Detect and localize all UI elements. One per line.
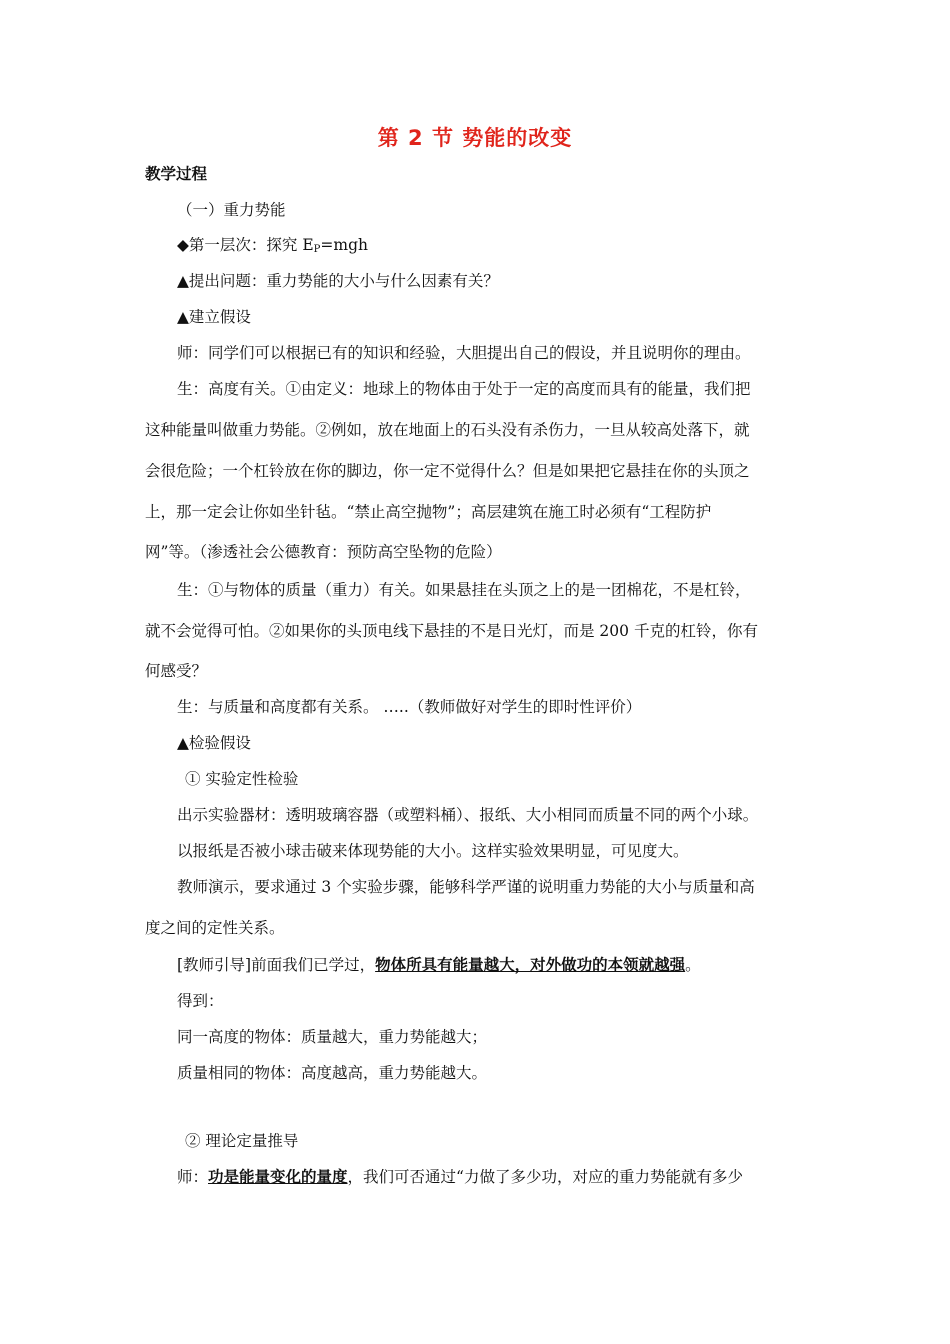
result-line: 同一高度的物体：质量越大，重力势能越大； bbox=[177, 1028, 488, 1046]
verify-heading: ▲检验假设 bbox=[177, 734, 251, 752]
guide-prefix: [教师引导]前面我们已学过， bbox=[177, 956, 376, 974]
student-paragraph-line: 何感受？ bbox=[145, 662, 208, 680]
materials-line: 出示实验器材：透明玻璃容器（或塑料桶）、报纸、大小相同而质量不同的两个小球。 bbox=[177, 806, 759, 824]
demo-line: 教师演示，要求通过 3 个实验步骤，能够科学严谨的说明重力势能的大小与质量和高 bbox=[177, 878, 755, 896]
experiment-one-title: ① 实验定性检验 bbox=[185, 770, 299, 788]
teacher-paragraph: 师：同学们可以根据已有的知识和经验，大胆提出自己的假设，并且说明你的理由。 bbox=[177, 344, 751, 362]
student-paragraph: 生：与质量和高度都有关系。 …..（教师做好对学生的即时性评价） bbox=[177, 698, 642, 716]
section-heading: 教学过程 bbox=[145, 165, 208, 183]
student-paragraph-line: 上，那一定会让你如坐针毡。“禁止高空抛物”；高层建筑在施工时必须有“工程防护 bbox=[145, 503, 712, 521]
student-paragraph-line: 就不会觉得可怕。②如果你的头顶电线下悬挂的不是日光灯，而是 200 千克的杠铃，你有 bbox=[145, 622, 758, 640]
student-paragraph-line: 网”等。（渗透社会公德教育：预防高空坠物的危险） bbox=[145, 543, 502, 561]
demo-line: 度之间的定性关系。 bbox=[145, 919, 285, 937]
teacher-emphasis: 功是能量变化的量度 bbox=[208, 1168, 348, 1186]
guide-line bbox=[177, 955, 701, 975]
student-paragraph-line: 这种能量叫做重力势能。②例如，放在地面上的石头没有杀伤力，一旦从较高处落下，就 bbox=[145, 421, 750, 439]
level-one-suffix: =mgh bbox=[320, 236, 368, 254]
student-paragraph-line: 会很危险；一个杠铃放在你的脚边，你一定不觉得什么？但是如果把它悬挂在你的头顶之 bbox=[145, 462, 750, 480]
guide-emphasis: 物体所具有能量越大，对外做功的本领就越强 bbox=[375, 956, 686, 974]
teacher-suffix: ，我们可否通过“力做了多少功，对应的重力势能就有多少 bbox=[347, 1168, 743, 1186]
result-line: 质量相同的物体：高度越高，重力势能越大。 bbox=[177, 1064, 488, 1082]
teacher-prefix: 师： bbox=[177, 1168, 209, 1186]
student-paragraph-line: 生：①与物体的质量（重力）有关。如果悬挂在头顶之上的是一团棉花，不是杠铃， bbox=[177, 581, 751, 599]
level-one-line bbox=[177, 235, 368, 260]
page-title: 第 2 节 势能的改变 bbox=[377, 126, 573, 150]
result-intro: 得到： bbox=[177, 992, 224, 1010]
teacher-line bbox=[177, 1167, 743, 1187]
level-one-subscript: P bbox=[313, 244, 321, 255]
hypothesis-heading: ▲建立假设 bbox=[177, 308, 251, 326]
student-paragraph-line: 生：高度有关。①由定义：地球上的物体由于处于一定的高度而具有的能量，我们把 bbox=[177, 380, 751, 398]
level-one-prefix: ◆第一层次：探究 E bbox=[177, 236, 314, 254]
experiment-two-title: ② 理论定量推导 bbox=[185, 1132, 299, 1150]
subsection-title: （一）重力势能 bbox=[177, 201, 286, 219]
question-line: ▲提出问题：重力势能的大小与什么因素有关？ bbox=[177, 272, 499, 290]
materials-line: 以报纸是否被小球击破来体现势能的大小。这样实验效果明显，可见度大。 bbox=[177, 842, 689, 860]
guide-suffix: 。 bbox=[685, 956, 701, 974]
